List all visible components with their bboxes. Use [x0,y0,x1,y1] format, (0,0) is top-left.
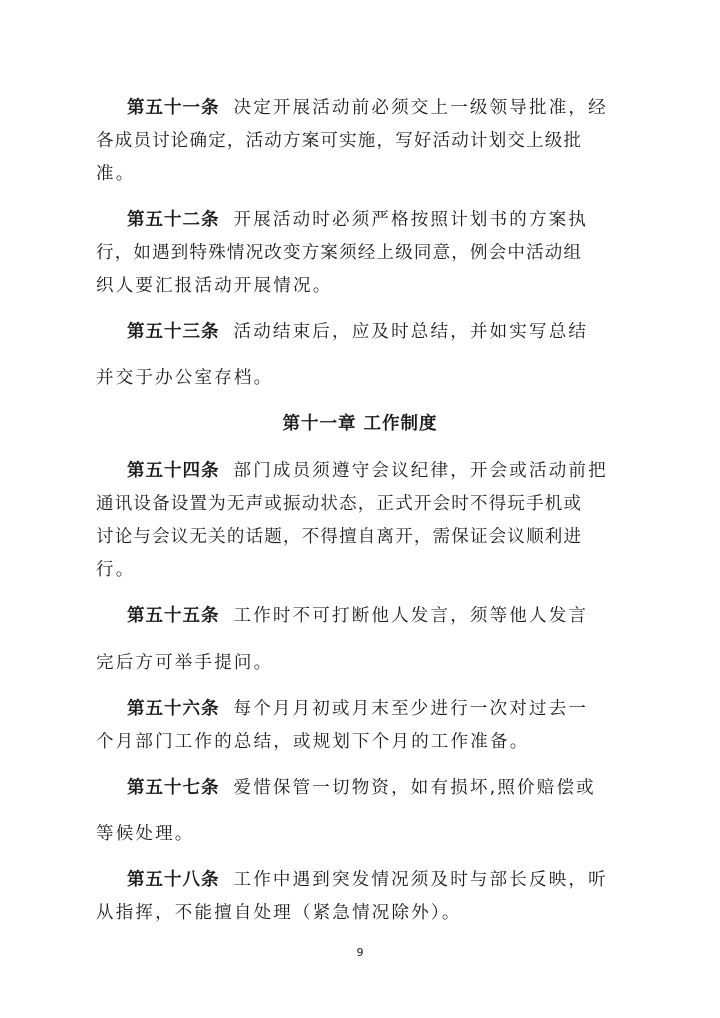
article-54-text: 部门成员须遵守会议纪律，开会或活动前把 [233,461,608,481]
article-56-first-line [127,697,627,721]
article-58-first-line [127,868,627,892]
chapter-heading: 第十一章 工作制度 [282,414,438,434]
article-56-text: 每个月月初或月末至少进行一次对过去一 [233,699,589,719]
article-53-line-2: 并交于办公室存档。 [96,368,274,388]
article-58-text: 工作中遇到突发情况须及时与部长反映，听 [233,870,608,890]
article-58-line-2: 从指挥，不能擅自处理（紧急情况除外）。 [96,903,462,923]
article-51-line-2: 各成员讨论确定，活动方案可实施，写好活动计划交上级批 [96,131,583,151]
article-55-line-2: 完后方可举手提问。 [96,653,274,673]
article-53-first-line [127,320,627,344]
article-52-line-3: 织人要汇报活动开展情况。 [96,276,333,296]
article-51-line-3: 准。 [96,164,136,184]
article-54-line-4: 行。 [96,560,136,580]
article-57-text: 爱惜保管一切物资，如有损坏,照价赔偿或 [233,778,596,798]
article-54-first-line [127,459,627,483]
article-52-label: 第五十二条 [127,210,220,230]
article-55-text: 工作时不可打断他人发言，须等他人发言 [233,606,589,626]
article-56-label: 第五十六条 [127,699,220,719]
article-54-line-3: 讨论与会议无关的话题，不得擅自离开，需保证会议顺利进 [96,527,583,547]
article-57-first-line [127,776,627,800]
article-51-text: 决定开展活动前必须交上一级领导批准，经 [233,98,608,118]
article-57-line-2: 等候处理。 [96,824,195,844]
article-52-text: 开展活动时必须严格按照计划书的方案执 [233,210,589,230]
article-58-label: 第五十八条 [127,870,220,890]
article-51-label: 第五十一条 [127,98,220,118]
article-55-label: 第五十五条 [127,606,220,626]
article-53-text: 活动结束后，应及时总结，并如实写总结 [233,322,589,342]
article-52-first-line [127,208,627,232]
article-52-line-2: 行，如遇到特殊情况改变方案须经上级同意，例会中活动组 [96,243,583,263]
article-57-label: 第五十七条 [127,778,220,798]
article-54-label: 第五十四条 [127,461,220,481]
article-54-line-2: 通讯设备设置为无声或振动状态，正式开会时不得玩手机或 [96,494,583,514]
page-number: 9 [356,946,364,959]
article-55-first-line [127,604,627,628]
article-53-label: 第五十三条 [127,322,220,342]
article-51-first-line [127,96,627,120]
article-56-line-2: 个月部门工作的总结，或规划下个月的工作准备。 [96,732,530,752]
